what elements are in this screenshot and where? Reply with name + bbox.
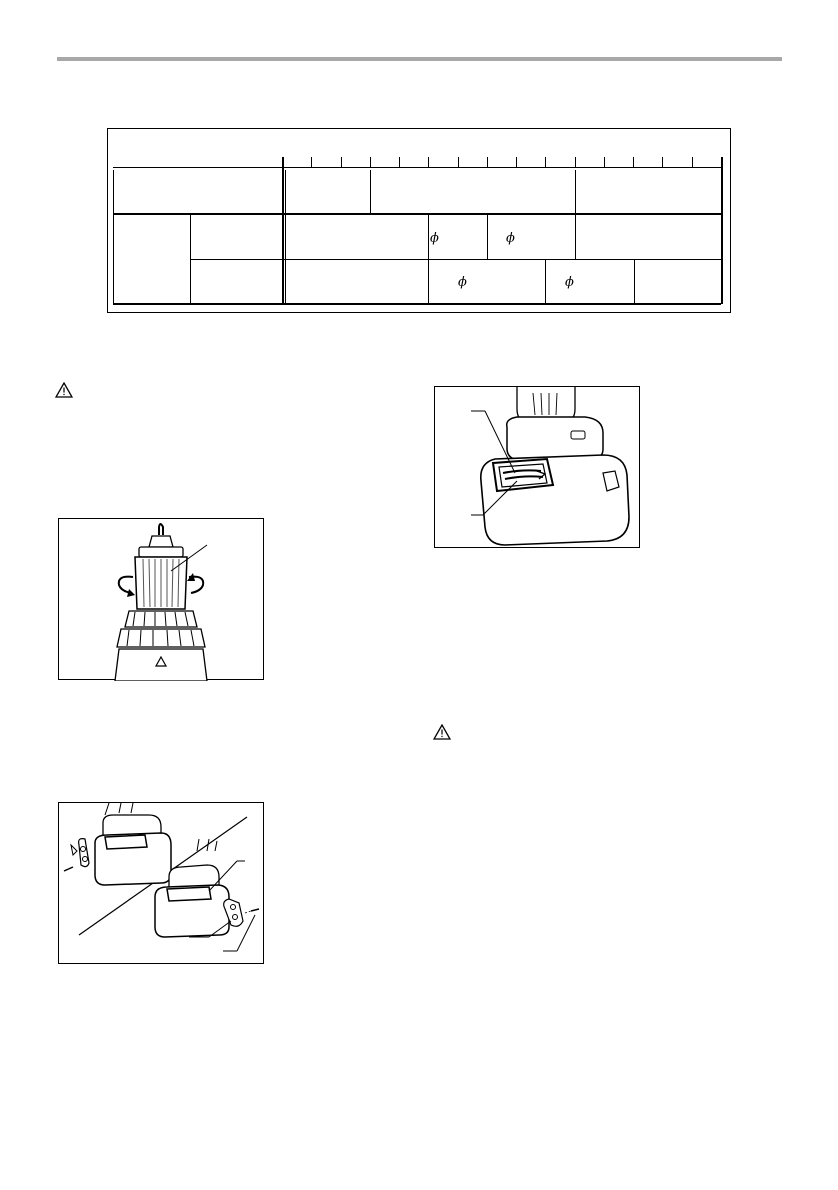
figure-hook-installation — [58, 802, 264, 964]
figure-battery-cartridge-top — [434, 386, 640, 548]
header-rule — [57, 57, 782, 61]
ruler-tick — [516, 157, 517, 167]
ruler-tick — [399, 157, 400, 167]
ruler-tick — [370, 157, 371, 167]
ruler-tick — [545, 157, 546, 167]
specification-table — [107, 128, 731, 313]
ruler-tick — [341, 157, 342, 167]
ruler-tick — [311, 157, 312, 167]
ruler-tick — [575, 157, 576, 167]
ruler-tick — [604, 157, 605, 167]
warning-triangle-icon — [55, 382, 73, 398]
diameter-symbol: ϕ — [565, 275, 574, 290]
diameter-symbol: ϕ — [430, 231, 439, 246]
warning-triangle-icon — [433, 724, 451, 740]
chuck-rotate-illustration — [59, 519, 265, 681]
ruler-tick — [282, 157, 283, 167]
ruler-tick — [633, 157, 634, 167]
hook-install-illustration — [59, 803, 265, 965]
ruler-tick — [692, 157, 693, 167]
ruler-tick — [458, 157, 459, 167]
diameter-symbol: ϕ — [458, 275, 467, 290]
ruler-tick — [487, 157, 488, 167]
ruler-tick — [662, 157, 663, 167]
figure-drill-chuck — [58, 518, 264, 680]
ruler-tick — [428, 157, 429, 167]
diameter-symbol: ϕ — [506, 231, 515, 246]
battery-cartridge-illustration — [435, 387, 641, 549]
ruler-tick — [721, 157, 722, 167]
